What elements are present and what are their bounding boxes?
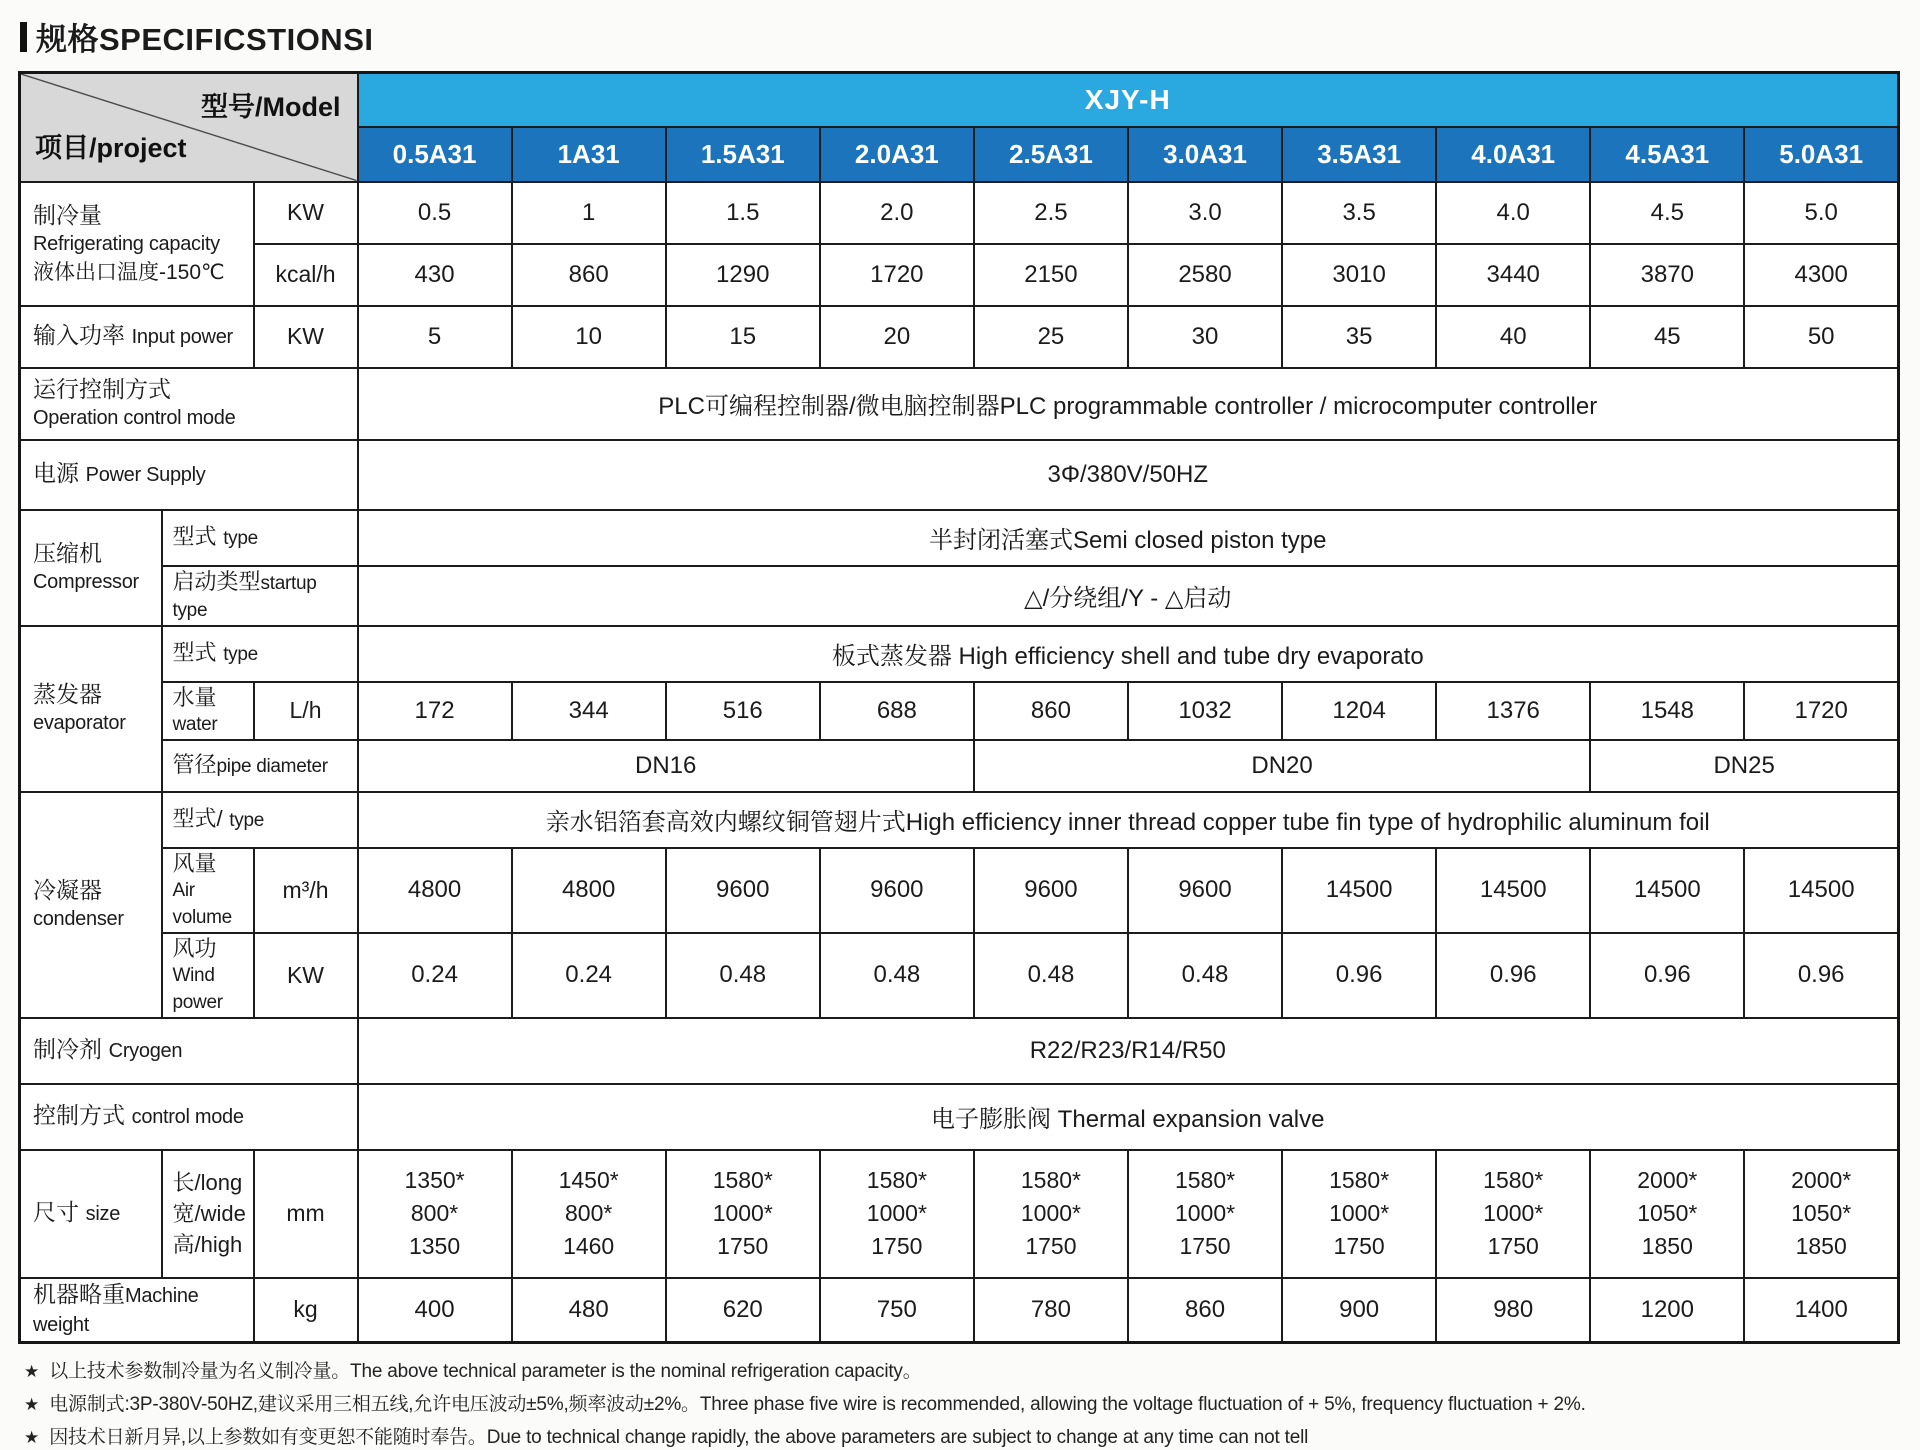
row-label-power-supply: 电源 Power Supply [20,440,358,510]
input-power-3: 20 [820,306,974,368]
star-icon: ★ [24,1361,40,1381]
water-2: 516 [666,682,820,740]
compressor-type-label: 型式 type [162,510,358,566]
wind-7: 0.96 [1436,933,1590,1018]
size-9: 2000* 1050* 1850 [1744,1150,1898,1278]
weight-2: 620 [666,1278,820,1343]
compressor-type-value: 半封闭活塞式Semi closed piston type [358,510,1899,566]
capacity-kw-2: 1.5 [666,182,820,244]
input-power-8: 45 [1590,306,1744,368]
weight-9: 1400 [1744,1278,1898,1343]
spec-table [18,71,1900,1344]
model-header-6: 3.5A31 [1282,127,1436,182]
air-5: 9600 [1128,848,1282,933]
unit-wind-power: KW [254,933,358,1018]
size-7: 1580* 1000* 1750 [1436,1150,1590,1278]
corner-header-cell [20,73,358,182]
air-3: 9600 [820,848,974,933]
model-header-2: 1.5A31 [666,127,820,182]
row-label-refrigerating-capacity: 制冷量 Refrigerating capacity 液体出口温度-150℃ [20,182,254,306]
row-label-weight: 机器略重Machine weight [20,1278,254,1343]
unit-kw: KW [254,182,358,244]
air-9: 14500 [1744,848,1898,933]
unit-water: L/h [254,682,358,740]
capacity-kcal-2: 1290 [666,244,820,306]
wind-8: 0.96 [1590,933,1744,1018]
water-0: 172 [358,682,512,740]
model-header-9: 5.0A31 [1744,127,1898,182]
size-8: 2000* 1050* 1850 [1590,1150,1744,1278]
weight-3: 750 [820,1278,974,1343]
condenser-wind-label: 风功 Wind power [162,933,254,1018]
corner-model-label: 型号/Model [201,92,341,122]
capacity-kw-7: 4.0 [1436,182,1590,244]
capacity-kw-0: 0.5 [358,182,512,244]
corner-project-label: 项目/project [35,132,187,163]
air-4: 9600 [974,848,1128,933]
row-label-evaporator: 蒸发器 evaporator [20,626,162,792]
capacity-kw-4: 2.5 [974,182,1128,244]
footnotes [24,1360,1902,1450]
pipe-dn20: DN20 [974,740,1590,792]
water-7: 1376 [1436,682,1590,740]
wind-4: 0.48 [974,933,1128,1018]
capacity-kcal-3: 1720 [820,244,974,306]
wind-3: 0.48 [820,933,974,1018]
series-header: XJY-H [358,73,1899,127]
unit-size: mm [254,1150,358,1278]
weight-4: 780 [974,1278,1128,1343]
pipe-dn25: DN25 [1590,740,1898,792]
model-header-3: 2.0A31 [820,127,974,182]
weight-6: 900 [1282,1278,1436,1343]
model-header-5: 3.0A31 [1128,127,1282,182]
capacity-kcal-4: 2150 [974,244,1128,306]
star-icon: ★ [24,1427,40,1447]
air-1: 4800 [512,848,666,933]
star-icon: ★ [24,1394,40,1414]
input-power-1: 10 [512,306,666,368]
capacity-kcal-1: 860 [512,244,666,306]
unit-weight: kg [254,1278,358,1343]
compressor-startup-value: △/分绕组/Y - △启动 [358,566,1899,626]
power-supply-value: 3Φ/380V/50HZ [358,440,1899,510]
weight-8: 1200 [1590,1278,1744,1343]
model-header-1: 1A31 [512,127,666,182]
evaporator-type-value: 板式蒸发器 High efficiency shell and tube dry evaporato [358,626,1899,682]
capacity-kcal-7: 3440 [1436,244,1590,306]
wind-2: 0.48 [666,933,820,1018]
wind-9: 0.96 [1744,933,1898,1018]
capacity-kcal-8: 3870 [1590,244,1744,306]
water-9: 1720 [1744,682,1898,740]
capacity-kw-5: 3.0 [1128,182,1282,244]
size-dimension-labels: 长/long 宽/wide 高/high [162,1150,254,1278]
unit-air-volume: m³/h [254,848,358,933]
input-power-4: 25 [974,306,1128,368]
wind-1: 0.24 [512,933,666,1018]
size-0: 1350* 800* 1350 [358,1150,512,1278]
model-header-8: 4.5A31 [1590,127,1744,182]
weight-0: 400 [358,1278,512,1343]
size-1: 1450* 800* 1460 [512,1150,666,1278]
wind-0: 0.24 [358,933,512,1018]
size-3: 1580* 1000* 1750 [820,1150,974,1278]
input-power-6: 35 [1282,306,1436,368]
condenser-air-label: 风量 Air volume [162,848,254,933]
page-title-row [20,14,1902,59]
row-label-input-power: 输入功率 Input power [20,306,254,368]
capacity-kcal-6: 3010 [1282,244,1436,306]
capacity-kw-3: 2.0 [820,182,974,244]
model-header-4: 2.5A31 [974,127,1128,182]
capacity-kw-8: 4.5 [1590,182,1744,244]
air-8: 14500 [1590,848,1744,933]
pipe-dn16: DN16 [358,740,974,792]
input-power-2: 15 [666,306,820,368]
water-1: 344 [512,682,666,740]
footnote-2: ★ 电源制式:3P-380V-50HZ,建议采用三相五线,允许电压波动±5%,频率波动±2%。Three phase five wire is recommended, allowing the voltage fluctuation of + 5%, frequency fluctuation + 2%. [24,1393,1586,1415]
input-power-5: 30 [1128,306,1282,368]
unit-input-power: KW [254,306,358,368]
size-4: 1580* 1000* 1750 [974,1150,1128,1278]
compressor-startup-label: 启动类型startup type [162,566,358,626]
input-power-9: 50 [1744,306,1898,368]
condenser-type-label: 型式/ type [162,792,358,848]
title-accent-bar [20,22,27,52]
capacity-kcal-5: 2580 [1128,244,1282,306]
condenser-type-value: 亲水铝箔套高效内螺纹铜管翅片式High efficiency inner thread copper tube fin type of hydrophilic aluminum foil [358,792,1899,848]
row-label-cryogen: 制冷剂 Cryogen [20,1018,358,1084]
footnote-1: ★ 以上技术参数制冷量为名义制冷量。The above technical parameter is the nominal refrigeration capacity。 [24,1360,922,1382]
water-3: 688 [820,682,974,740]
wind-6: 0.96 [1282,933,1436,1018]
control-mode-value: 电子膨胀阀 Thermal expansion valve [358,1084,1899,1150]
air-6: 14500 [1282,848,1436,933]
evaporator-type-label: 型式 type [162,626,358,682]
input-power-7: 40 [1436,306,1590,368]
row-label-condenser: 冷凝器 condenser [20,792,162,1018]
model-header-7: 4.0A31 [1436,127,1590,182]
water-4: 860 [974,682,1128,740]
size-2: 1580* 1000* 1750 [666,1150,820,1278]
row-label-size: 尺寸 size [20,1150,162,1278]
footnote-3: ★ 因技术日新月异,以上参数如有变更恕不能随时奉告。Due to technical change rapidly, the above parameters are subject to change at any time can not tell [24,1426,1309,1448]
capacity-kw-6: 3.5 [1282,182,1436,244]
wind-5: 0.48 [1128,933,1282,1018]
unit-kcal: kcal/h [254,244,358,306]
water-6: 1204 [1282,682,1436,740]
evaporator-pipe-label: 管径pipe diameter [162,740,358,792]
air-0: 4800 [358,848,512,933]
row-label-operation-control: 运行控制方式 Operation control mode [20,368,358,440]
weight-1: 480 [512,1278,666,1343]
weight-5: 860 [1128,1278,1282,1343]
row-label-control-mode: 控制方式 control mode [20,1084,358,1150]
capacity-kw-9: 5.0 [1744,182,1898,244]
evaporator-water-label: 水量 water [162,682,254,740]
size-6: 1580* 1000* 1750 [1282,1150,1436,1278]
input-power-0: 5 [358,306,512,368]
weight-7: 980 [1436,1278,1590,1343]
row-label-compressor: 压缩机 Compressor [20,510,162,626]
air-2: 9600 [666,848,820,933]
operation-control-value: PLC可编程控制器/微电脑控制器PLC programmable controller / microcomputer controller [358,368,1899,440]
model-header-0: 0.5A31 [358,127,512,182]
water-5: 1032 [1128,682,1282,740]
capacity-kw-1: 1 [512,182,666,244]
water-8: 1548 [1590,682,1744,740]
size-5: 1580* 1000* 1750 [1128,1150,1282,1278]
air-7: 14500 [1436,848,1590,933]
capacity-kcal-9: 4300 [1744,244,1898,306]
cryogen-value: R22/R23/R14/R50 [358,1018,1899,1084]
page-title: 规格SPECIFICSTIONSI [36,22,374,57]
capacity-kcal-0: 430 [358,244,512,306]
